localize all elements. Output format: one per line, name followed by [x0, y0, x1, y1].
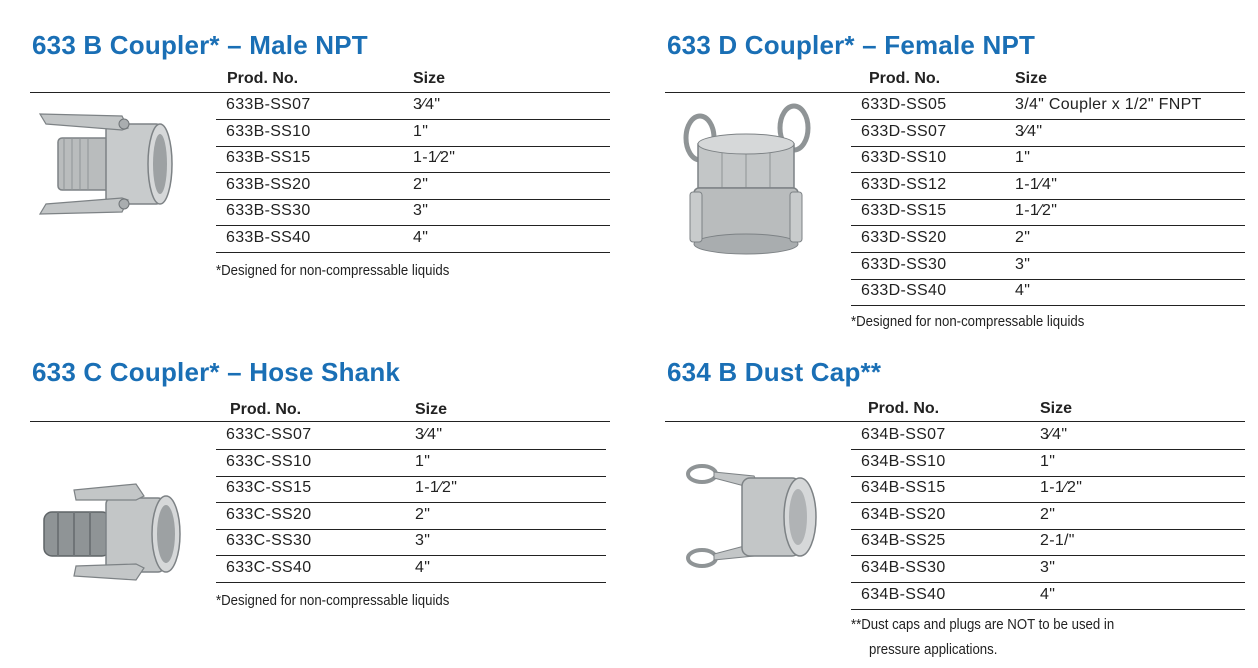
- prod-no-cell: 633B-SS20: [226, 175, 311, 193]
- prod-no-cell: 634B-SS20: [861, 505, 946, 523]
- col-header-size: Size: [413, 70, 446, 87]
- size-cell: 1": [413, 122, 429, 140]
- size-cell: 3⁄4": [413, 96, 441, 113]
- col-header-prod: Prod. No.: [230, 401, 302, 418]
- section-title: 633 B Coupler* – Male NPT: [32, 30, 368, 60]
- size-cell: 1": [415, 452, 431, 470]
- header-rule: [665, 421, 1245, 422]
- table-row: [216, 423, 606, 450]
- male-npt-coupler-image: [36, 102, 176, 226]
- col-header-prod: Prod. No.: [868, 400, 940, 417]
- prod-no-cell: 633B-SS30: [226, 202, 311, 220]
- table-row: [851, 450, 1245, 477]
- prod-no-cell: 633C-SS20: [226, 505, 312, 523]
- size-cell: 1-1⁄2": [413, 149, 456, 167]
- footnote: *Designed for non-compressable liquids: [216, 592, 450, 609]
- table-row: [216, 503, 606, 530]
- prod-no-cell: 633B-SS10: [226, 122, 311, 140]
- size-cell: 3⁄4": [1015, 122, 1043, 140]
- size-cell: 2": [1015, 229, 1031, 246]
- col-header-size: Size: [415, 401, 448, 418]
- size-cell: 2": [1040, 505, 1056, 523]
- col-header-prod: Prod. No.: [227, 70, 299, 87]
- section-title: 634 B Dust Cap**: [667, 357, 882, 387]
- prod-no-cell: 633C-SS07: [226, 426, 312, 443]
- prod-no-cell: 633D-SS40: [861, 282, 947, 300]
- prod-no-cell: 633C-SS15: [226, 479, 312, 497]
- prod-no-cell: 633C-SS10: [226, 452, 312, 470]
- dust-cap-image: [676, 456, 822, 576]
- table-row: [216, 93, 610, 120]
- size-cell: 2": [415, 505, 431, 523]
- section-title: 633 C Coupler* – Hose Shank: [32, 357, 401, 387]
- size-cell: 4": [413, 229, 429, 246]
- prod-no-cell: 634B-SS30: [861, 559, 946, 576]
- table-row: [216, 556, 606, 583]
- table-row: [216, 450, 606, 477]
- female-npt-coupler-image: [676, 100, 816, 260]
- table-row: [216, 146, 610, 173]
- table-row: [851, 199, 1245, 226]
- table-row: [216, 226, 610, 253]
- table-row: [216, 529, 606, 556]
- footnote: *Designed for non-compressable liquids: [216, 262, 450, 279]
- size-cell: 3⁄4": [415, 426, 443, 443]
- footnote: *Designed for non-compressable liquids: [851, 313, 1085, 330]
- size-cell: 2": [413, 175, 429, 193]
- size-cell: 3": [415, 532, 431, 550]
- prod-no-cell: 634B-SS10: [861, 452, 946, 470]
- table-row: [851, 476, 1245, 503]
- prod-no-cell: 634B-SS25: [861, 532, 946, 550]
- hose-shank-coupler-image: [40, 476, 190, 586]
- size-cell: 4": [1015, 282, 1031, 300]
- col-header-size: Size: [1040, 400, 1073, 417]
- section-title: 633 D Coupler* – Female NPT: [667, 30, 1036, 60]
- footnote-line-2: pressure applications.: [869, 641, 998, 658]
- prod-no-cell: 633B-SS15: [226, 149, 311, 167]
- prod-no-cell: 633D-SS10: [861, 149, 947, 167]
- size-cell: 3⁄4": [1040, 426, 1068, 443]
- size-cell: 1-1⁄2": [1040, 479, 1083, 497]
- table-row: [216, 173, 610, 200]
- prod-no-cell: 633D-SS15: [861, 202, 947, 220]
- size-cell: 3": [1015, 255, 1031, 273]
- col-header-prod: Prod. No.: [869, 70, 941, 87]
- prod-no-cell: 633D-SS20: [861, 229, 947, 246]
- table-row: [851, 279, 1245, 306]
- size-cell: 3/4" Coupler x 1/2" FNPT: [1015, 96, 1202, 113]
- table-row: [851, 120, 1245, 147]
- table-row: [216, 476, 606, 503]
- size-cell: 3": [413, 202, 429, 220]
- size-cell: 4": [415, 559, 431, 576]
- footnote: **Dust caps and plugs are NOT to be used in: [851, 616, 1115, 633]
- table-row: [851, 173, 1245, 200]
- prod-no-cell: 633B-SS07: [226, 96, 311, 113]
- prod-no-cell: 633D-SS30: [861, 255, 947, 273]
- table-row: [851, 556, 1245, 583]
- table-row: [216, 120, 610, 147]
- prod-no-cell: 633D-SS12: [861, 175, 947, 193]
- size-cell: 1-1⁄2": [1015, 202, 1058, 220]
- prod-no-cell: 634B-SS15: [861, 479, 946, 497]
- prod-no-cell: 634B-SS07: [861, 426, 946, 443]
- size-cell: 1": [1040, 452, 1056, 470]
- prod-no-cell: 633D-SS05: [861, 96, 947, 113]
- table-row: [851, 253, 1245, 280]
- table-row: [851, 503, 1245, 530]
- size-cell: 1-1⁄4": [1015, 175, 1058, 193]
- size-cell: 2-1/": [1040, 532, 1075, 550]
- prod-no-cell: 633C-SS40: [226, 559, 312, 576]
- size-cell: 4": [1040, 585, 1056, 603]
- table-row: [851, 93, 1245, 120]
- table-row: [851, 583, 1245, 610]
- header-rule: [30, 421, 610, 422]
- table-row: [851, 529, 1245, 556]
- col-header-size: Size: [1015, 70, 1048, 87]
- table-row: [216, 199, 610, 226]
- prod-no-cell: 634B-SS40: [861, 585, 946, 603]
- table-row: [851, 226, 1245, 253]
- prod-no-cell: 633B-SS40: [226, 229, 311, 246]
- table-row: [851, 423, 1245, 450]
- size-cell: 1": [1015, 149, 1031, 167]
- prod-no-cell: 633D-SS07: [861, 122, 947, 140]
- prod-no-cell: 633C-SS30: [226, 532, 312, 550]
- size-cell: 1-1⁄2": [415, 479, 458, 497]
- table-row: [851, 146, 1245, 173]
- size-cell: 3": [1040, 559, 1056, 576]
